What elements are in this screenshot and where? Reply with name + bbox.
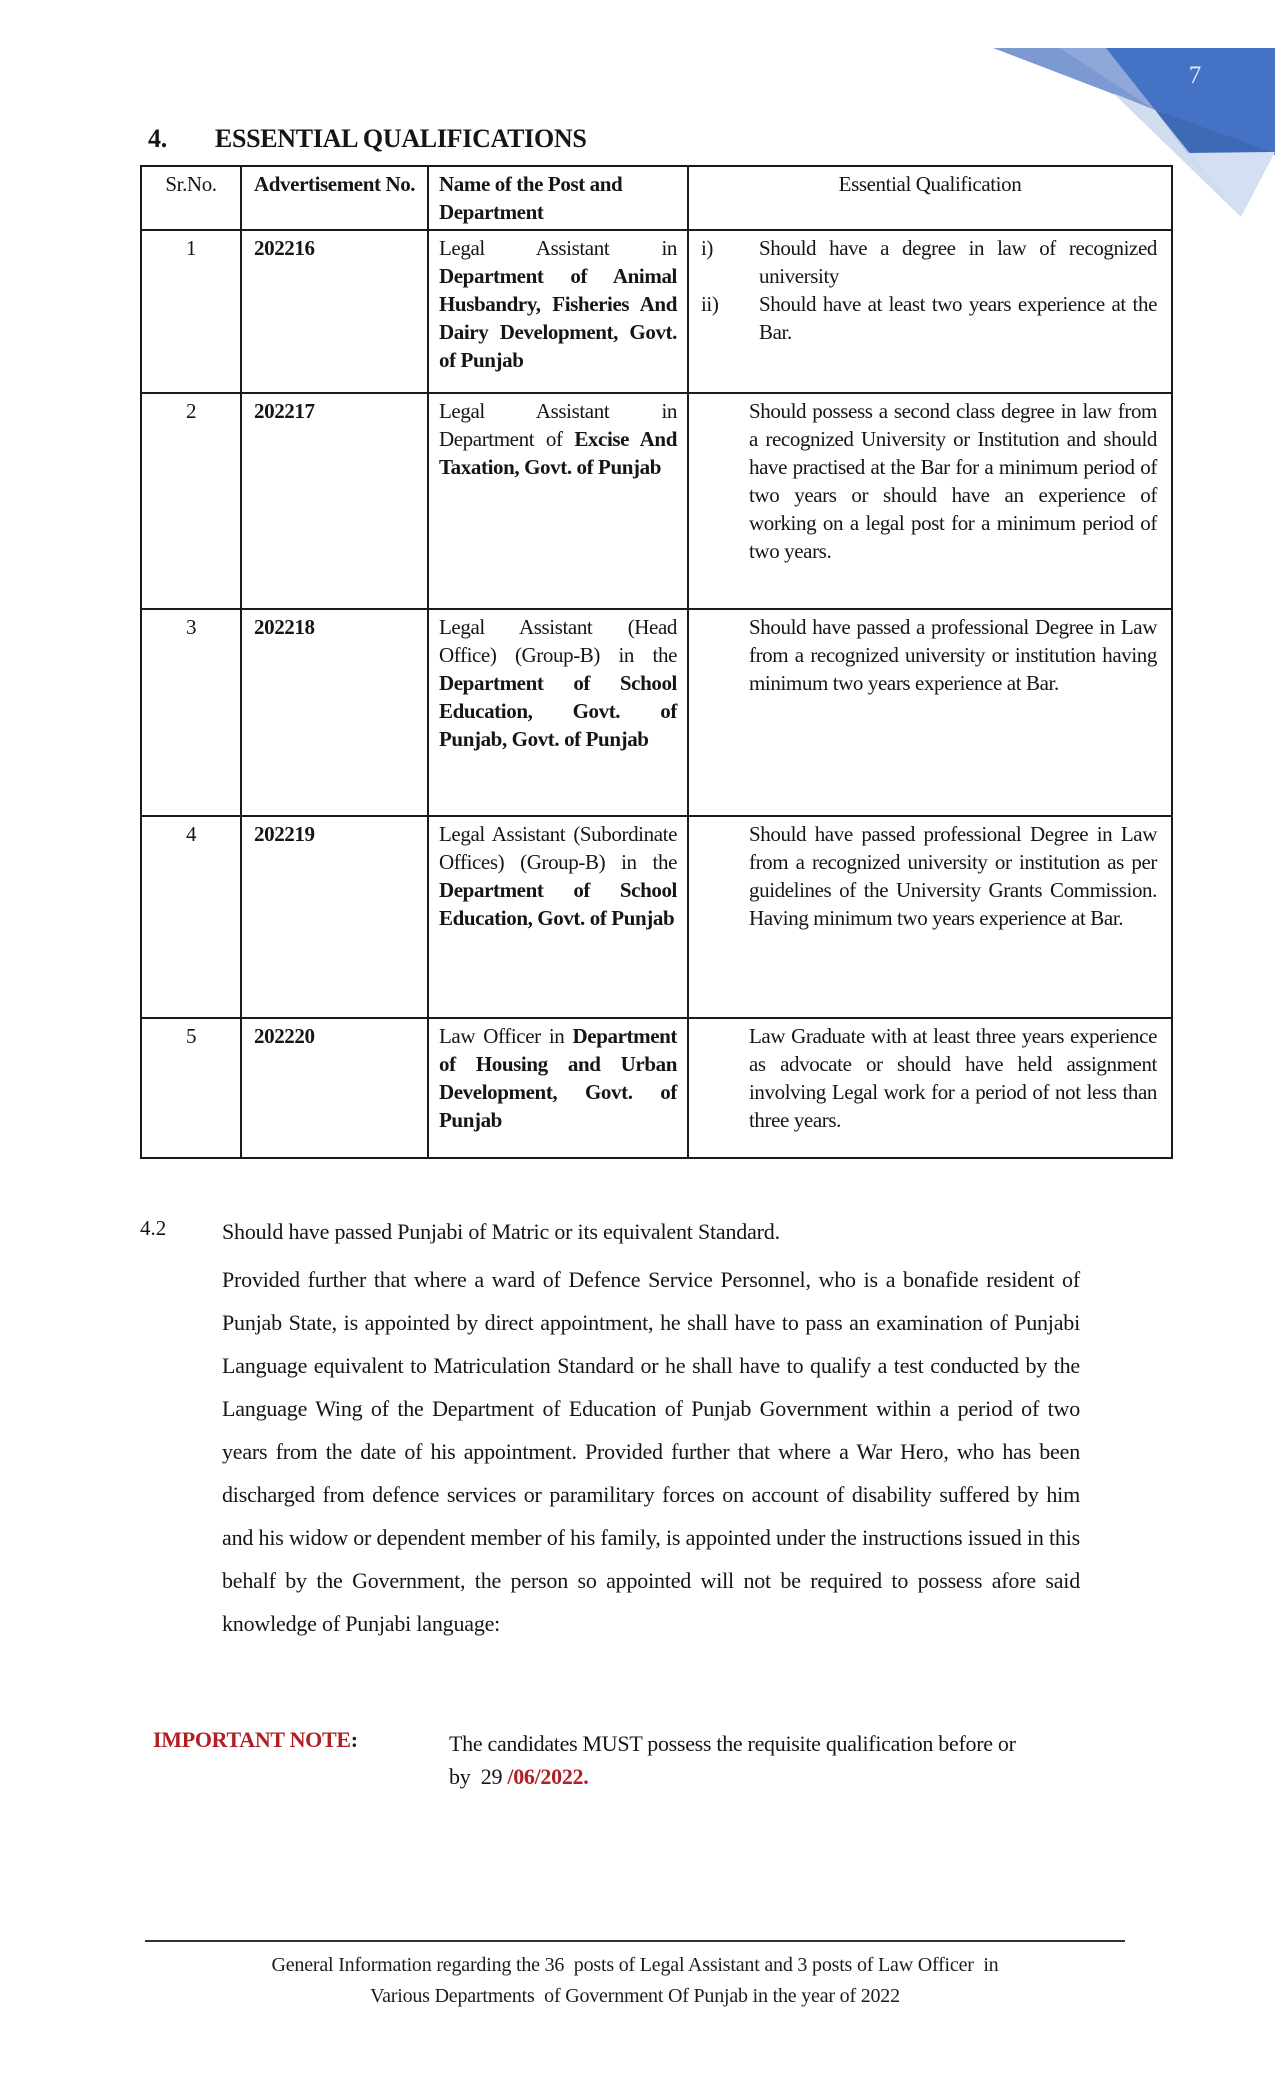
cell-qualification: Should have passed professional Degree in Law from a recognized university or institution as per guidelines of the University Grants Commission. Having minimum two years experience at Bar. bbox=[688, 816, 1172, 1018]
col-header-srno: Sr.No. bbox=[141, 166, 241, 230]
cell-post-name bbox=[428, 230, 688, 393]
cell-srno: 1 bbox=[141, 230, 241, 393]
important-note-label bbox=[153, 1727, 358, 1753]
qualification-item bbox=[701, 290, 1157, 346]
post-normal-text: Legal Assistant in Department of bbox=[439, 399, 677, 451]
important-note-colon: : bbox=[350, 1727, 358, 1752]
cell-srno: 5 bbox=[141, 1018, 241, 1158]
note-deadline-date: /06/2022. bbox=[507, 1764, 589, 1789]
cell-srno: 4 bbox=[141, 816, 241, 1018]
footer-line-1: General Information regarding the 36 posts of Legal Assistant and 3 posts of Law Officer in bbox=[271, 1954, 999, 1976]
section-4-2 bbox=[140, 1210, 1085, 1645]
cell-advertisement-no: 202216 bbox=[241, 230, 428, 393]
list-text: Should have a degree in law of recognized university bbox=[759, 236, 1157, 288]
section-4-2-label: 4.2 bbox=[140, 1216, 167, 1240]
post-bold-text: Department of School Education, Govt. of Punjab, Govt. of Punjab bbox=[439, 671, 677, 751]
col-header-advertisement: Advertisement No. bbox=[241, 166, 428, 230]
cell-advertisement-no: 202220 bbox=[241, 1018, 428, 1158]
cell-srno: 2 bbox=[141, 393, 241, 609]
section-heading-number: 4. bbox=[148, 124, 167, 153]
post-normal-text: Law Officer in bbox=[439, 1024, 573, 1048]
col-header-qualification: Essential Qualification bbox=[688, 166, 1172, 230]
footer-line-2: Various Departments of Government Of Punjab in the year of 2022 bbox=[370, 1985, 900, 2007]
list-text: Should have at least two years experience at the Bar. bbox=[759, 292, 1157, 344]
note-line-2-black: by 29 bbox=[449, 1764, 508, 1789]
cell-advertisement-no: 202217 bbox=[241, 393, 428, 609]
post-normal-text: Legal Assistant in bbox=[439, 236, 677, 260]
table-row bbox=[141, 1018, 1172, 1158]
cell-advertisement-no: 202219 bbox=[241, 816, 428, 1018]
section-heading bbox=[148, 124, 587, 154]
cell-qualification: Should possess a second class degree in law from a recognized University or Institution and should have practised at the Bar for a minimum period of two years or should have an experience of working on a legal post for a minimum period of two years. bbox=[688, 393, 1172, 609]
post-normal-text: Legal Assistant (Subordinate Offices) (Group-B) in the bbox=[439, 822, 677, 874]
qualification-item bbox=[701, 234, 1157, 290]
table-row bbox=[141, 816, 1172, 1018]
post-normal-text: Legal Assistant (Head Office) (Group-B) in the bbox=[439, 615, 677, 667]
section-4-2-paragraph-1: Should have passed Punjabi of Matric or its equivalent Standard. bbox=[222, 1219, 780, 1244]
post-bold-text: Department of School Education, Govt. of Punjab bbox=[439, 878, 677, 930]
cell-post-name bbox=[428, 609, 688, 816]
page-number: 7 bbox=[1188, 62, 1202, 89]
cell-qualification: Should have passed a professional Degree in Law from a recognized university or institution having minimum two years experience at Bar. bbox=[688, 609, 1172, 816]
cell-qualification bbox=[688, 230, 1172, 393]
col-header-post: Name of the Post and Department bbox=[428, 166, 688, 230]
list-marker: i) bbox=[701, 236, 714, 260]
post-bold-text: Department of Housing and Urban Development, Govt. of Punjab bbox=[439, 1024, 677, 1132]
table-row bbox=[141, 609, 1172, 816]
important-note-label-text: IMPORTANT NOTE bbox=[153, 1727, 351, 1752]
section-4-2-body bbox=[222, 1210, 1080, 1645]
section-4-2-paragraph-2: Provided further that where a ward of Defence Service Personnel, who is a bonafide resident of Punjab State, is appointed by direct appointment, he shall have to pass an examination of Punjabi Language equivalent to Matriculation Standard or he shall have to qualify a test conducted by the Language Wing of the Department of Education of Punjab Government within a period of two years from the date of his appointment. Provided further that where a War Hero, who has been discharged from defence services or paramilitary forces on account of disability suffered by him and his widow or dependent member of his family, is appointed under the instructions issued in this behalf by the Government, the person so appointed will not be required to possess afore said knowledge of Punjabi language: bbox=[222, 1267, 1080, 1636]
note-line-1: The candidates MUST possess the requisite qualification before or bbox=[449, 1731, 1016, 1756]
table-row bbox=[141, 230, 1172, 393]
cell-post-name bbox=[428, 393, 688, 609]
cell-post-name bbox=[428, 1018, 688, 1158]
post-bold-text: Excise And Taxation, Govt. of Punjab bbox=[439, 427, 677, 479]
table-row bbox=[141, 393, 1172, 609]
cell-qualification: Law Graduate with at least three years experience as advocate or should have held assignment involving Legal work for a period of not less than three years. bbox=[688, 1018, 1172, 1158]
qualifications-table bbox=[140, 165, 1173, 1159]
list-marker: ii) bbox=[701, 292, 719, 316]
section-heading-title: ESSENTIAL QUALIFICATIONS bbox=[214, 124, 587, 153]
important-note-text bbox=[449, 1727, 1141, 1793]
cell-advertisement-no: 202218 bbox=[241, 609, 428, 816]
table-header-row bbox=[141, 166, 1172, 230]
post-bold-text: Department of Animal Husbandry, Fisheries And Dairy Development, Govt. of Punjab bbox=[439, 264, 677, 372]
cell-post-name bbox=[428, 816, 688, 1018]
page-footer bbox=[145, 1940, 1125, 2012]
cell-srno: 3 bbox=[141, 609, 241, 816]
